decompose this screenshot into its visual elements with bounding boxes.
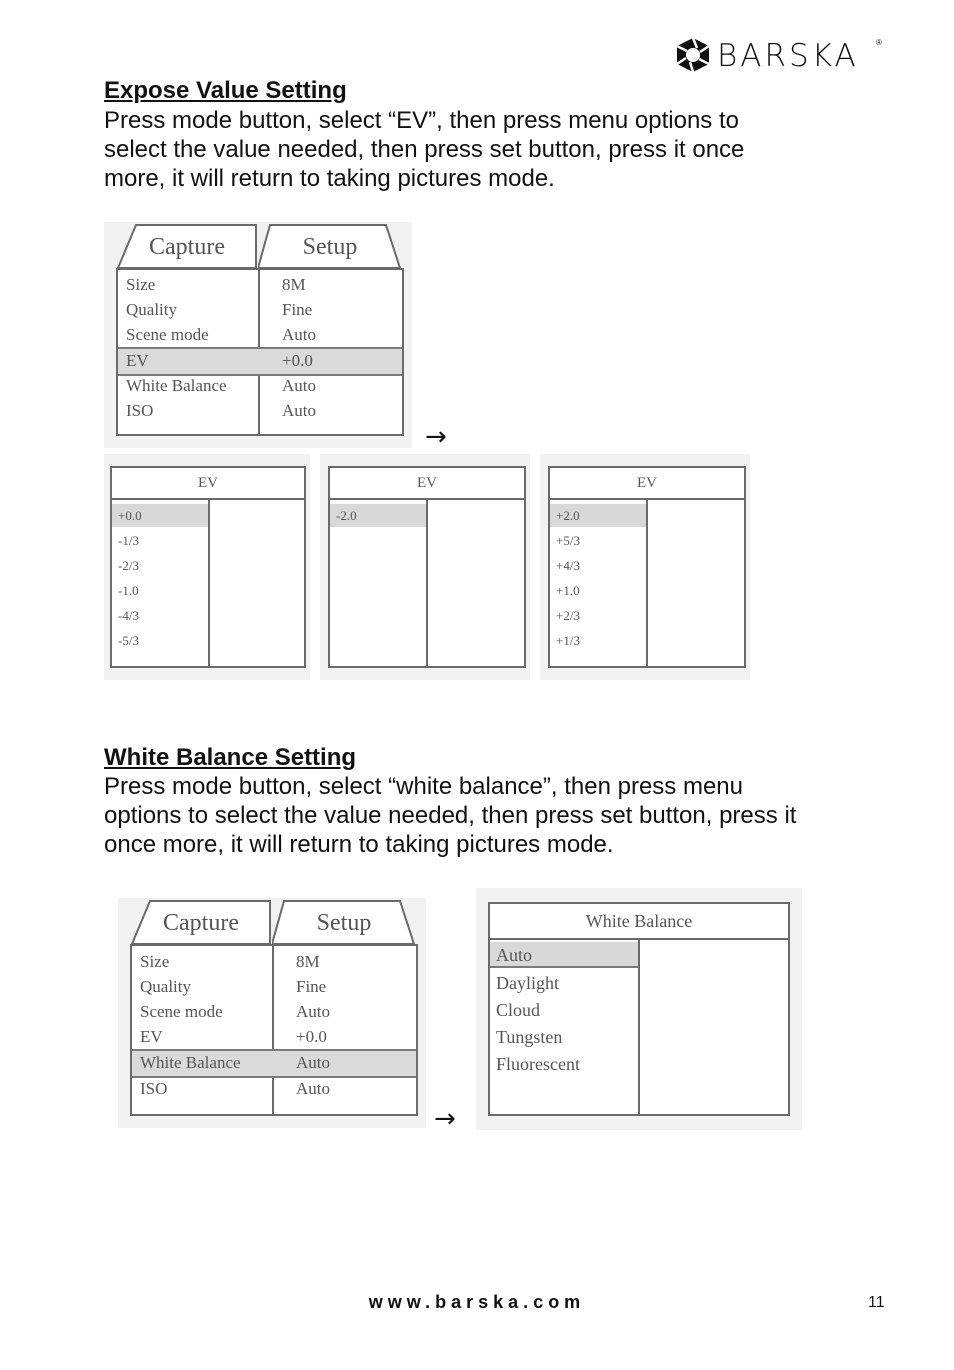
ev-option: +2/3	[556, 608, 580, 623]
ev-option: -4/3	[118, 608, 139, 623]
ev-line-1: Press mode button, select “EV”, then press menu options to	[104, 107, 739, 134]
wb-option-selected: Auto	[490, 942, 638, 968]
ev-panel-title: EV	[548, 466, 746, 500]
ev-option-selected: +0.0	[112, 504, 208, 527]
ev-option: +1.0	[556, 583, 580, 598]
wb-panel-title: White Balance	[488, 902, 790, 940]
ev-panel-plus	[540, 454, 750, 680]
ev-panel-min	[320, 454, 530, 680]
ev-option: -5/3	[118, 633, 139, 648]
tab-setup	[258, 222, 402, 270]
ev-option: +5/3	[556, 533, 580, 548]
barska-aperture-icon	[673, 36, 713, 74]
ev-option: -1.0	[118, 583, 139, 598]
menu-screenshot-ev	[104, 222, 412, 448]
menu-row-size: Size 8M	[140, 952, 320, 971]
wb-paragraph	[104, 772, 874, 859]
menu-row-scene-mode: Scene mode Auto	[126, 325, 316, 344]
menu-row-iso: ISO Auto	[140, 1079, 330, 1098]
menu-row-white-balance: White Balance Auto	[126, 376, 316, 395]
brand-name: BARSKA	[717, 38, 859, 74]
ev-list	[110, 498, 306, 668]
ev-panel-title: EV	[328, 466, 526, 500]
ev-option: +1/3	[556, 633, 580, 648]
registered-mark: ®	[876, 38, 882, 47]
menu-body	[116, 268, 404, 436]
barska-logo	[673, 36, 887, 74]
ev-panel-title: EV	[110, 466, 306, 500]
ev-panel-minus	[104, 454, 310, 680]
white-balance-panel	[476, 888, 802, 1130]
menu-screenshot-wb	[118, 898, 426, 1128]
arrow-icon: →	[434, 1104, 456, 1134]
ev-option-selected: +2.0	[550, 504, 646, 527]
ev-option-selected: -2.0	[330, 504, 426, 527]
wb-line-1: Press mode button, select “white balance”, then press menu	[104, 773, 743, 800]
tab-capture	[116, 222, 258, 270]
wb-option: Cloud	[496, 1000, 541, 1020]
ev-line-3: more, it will return to taking pictures mode.	[104, 165, 555, 192]
ev-list	[328, 498, 526, 668]
tab-capture-label: Capture	[163, 910, 239, 936]
menu-row-size: Size 8M	[126, 275, 306, 294]
tab-capture-label: Capture	[149, 234, 225, 260]
menu-row-iso: ISO Auto	[126, 401, 316, 420]
menu-body	[130, 944, 418, 1116]
website-url: www.barska.com	[368, 1292, 586, 1312]
wb-line-3: once more, it will return to taking pictures mode.	[104, 831, 614, 858]
ev-option: -1/3	[118, 533, 139, 548]
tab-capture	[130, 898, 272, 946]
wb-option: Tungsten	[496, 1027, 563, 1047]
menu-row-ev: EV +0.0	[140, 1027, 327, 1046]
wb-list	[488, 938, 790, 1116]
ev-paragraph	[104, 106, 874, 193]
page-number: 11	[868, 1294, 885, 1311]
wb-option: Daylight	[496, 973, 559, 993]
arrow-icon: →	[425, 422, 447, 452]
menu-row-scene-mode: Scene mode Auto	[140, 1002, 330, 1021]
tab-setup-label: Setup	[316, 910, 372, 936]
wb-heading: White Balance Setting	[104, 744, 357, 771]
ev-heading: Expose Value Setting	[104, 77, 347, 104]
ev-option: +4/3	[556, 558, 580, 573]
menu-row-ev-selected: EV +0.0	[118, 347, 402, 376]
wb-line-2: options to select the value needed, then press set button, press it	[104, 802, 797, 829]
tab-setup-label: Setup	[302, 234, 358, 260]
tab-setup	[272, 898, 416, 946]
menu-row-quality: Quality Fine	[126, 300, 313, 319]
menu-row-quality: Quality Fine	[140, 977, 327, 996]
ev-list	[548, 498, 746, 668]
ev-line-2: select the value needed, then press set button, press it once	[104, 136, 745, 163]
menu-row-white-balance-selected: White Balance Auto	[132, 1049, 416, 1078]
ev-option: -2/3	[118, 558, 139, 573]
wb-option: Fluorescent	[496, 1054, 580, 1074]
